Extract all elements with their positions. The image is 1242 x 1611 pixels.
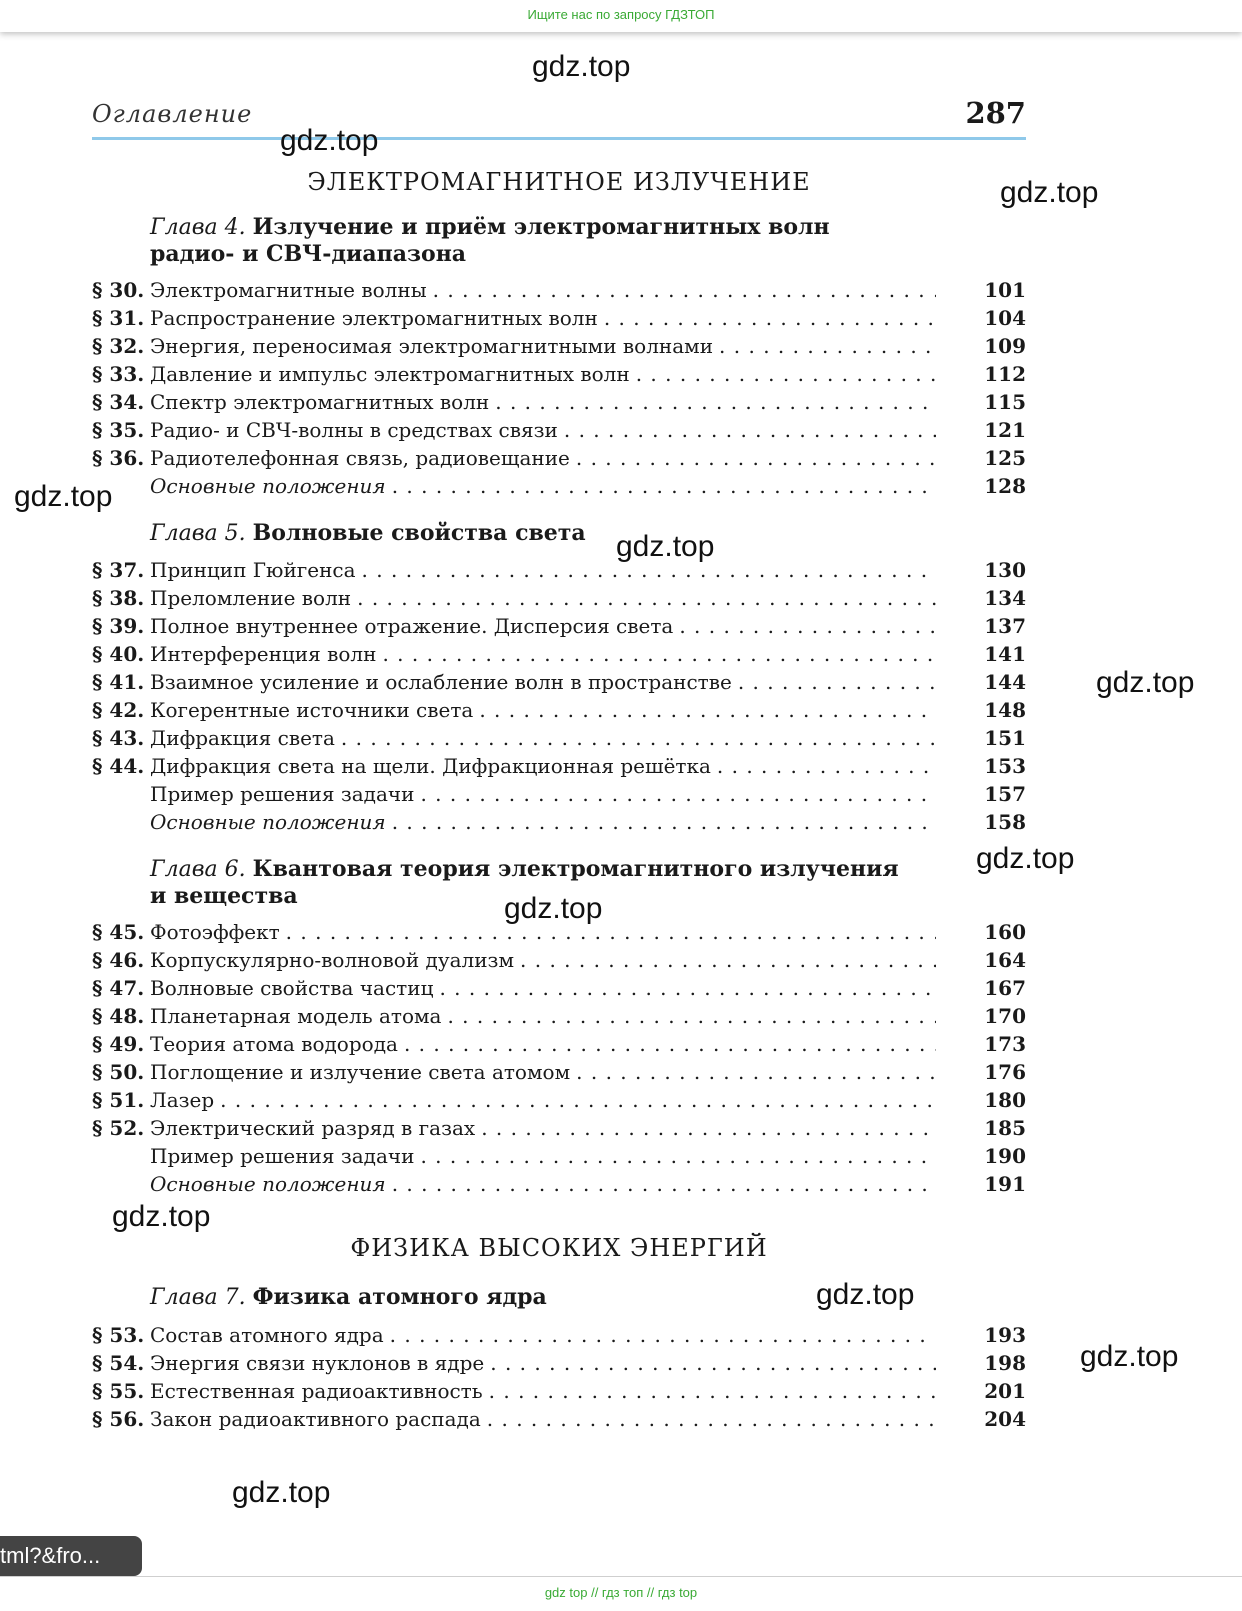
entry-page: 125 xyxy=(984,446,1026,470)
entry-title: Радио- и СВЧ-волны в средствах связи xyxy=(150,418,558,442)
entry-page: 153 xyxy=(984,754,1026,778)
entry-page: 164 xyxy=(984,948,1026,972)
watermark: gdz.top xyxy=(616,530,715,563)
watermark: gdz.top xyxy=(504,892,603,925)
paragraph-number: § 35. xyxy=(92,418,145,442)
entry-title: Принцип Гюйгенса xyxy=(150,558,356,582)
entry-page: 151 xyxy=(984,726,1026,750)
toc-entry[interactable] xyxy=(92,276,1026,304)
toc-entry[interactable] xyxy=(92,640,1026,668)
watermark: gdz.top xyxy=(232,1476,331,1509)
toc-entry[interactable] xyxy=(92,946,1026,974)
footer-text: gdz top // гдз топ // гдз top xyxy=(544,1585,698,1600)
toc-entry[interactable] xyxy=(92,360,1026,388)
entry-title: Распространение электромагнитных волн xyxy=(150,306,598,330)
entry-title: Интерференция волн xyxy=(150,642,377,666)
paragraph-number: § 33. xyxy=(92,362,145,386)
entry-page: 121 xyxy=(984,418,1026,442)
toc-entry[interactable] xyxy=(92,444,1026,472)
toc-entry[interactable] xyxy=(92,1058,1026,1086)
toc-entry-summary[interactable] xyxy=(92,472,1026,500)
entry-page: 157 xyxy=(984,782,1026,806)
watermark: gdz.top xyxy=(1096,666,1195,699)
entry-title: Естественная радиоактивность xyxy=(150,1379,483,1403)
entry-page: 137 xyxy=(984,614,1026,638)
entry-page: 101 xyxy=(984,278,1026,302)
toc-list xyxy=(92,276,1026,500)
toc-entry[interactable] xyxy=(92,332,1026,360)
watermark: gdz.top xyxy=(1000,176,1099,209)
chapter-title: Излучение и приём электромагнитных волн радио- и СВЧ-диапазона xyxy=(150,214,830,267)
toc-entry[interactable] xyxy=(92,974,1026,1002)
watermark: gdz.top xyxy=(816,1278,915,1311)
toc-entry-example[interactable] xyxy=(92,1142,1026,1170)
entry-title: Основные положения xyxy=(150,474,386,498)
entry-page: 185 xyxy=(984,1116,1026,1140)
entry-title: Состав атомного ядра xyxy=(150,1323,384,1347)
chapter-title: Квантовая теория электромагнитного излучения и вещества xyxy=(150,856,899,909)
toc-entry[interactable] xyxy=(92,1002,1026,1030)
entry-title: Дифракция света xyxy=(150,726,335,750)
entry-page: 201 xyxy=(984,1379,1026,1403)
entry-page: 115 xyxy=(984,390,1026,414)
entry-title: Корпускулярно-волновой дуализм xyxy=(150,948,515,972)
paragraph-number: § 30. xyxy=(92,278,145,302)
entry-title: Преломление волн xyxy=(150,586,352,610)
entry-title: Энергия связи нуклонов в ядре xyxy=(150,1351,485,1375)
entry-title: Теория атома водорода xyxy=(150,1032,398,1056)
entry-title: Взаимное усиление и ослабление волн в пространстве xyxy=(150,670,732,694)
url-text: tml?&fro... xyxy=(0,1543,101,1568)
chapter-number: Глава 4. xyxy=(150,215,246,240)
entry-page: 144 xyxy=(984,670,1026,694)
toc-entry[interactable] xyxy=(92,416,1026,444)
chapter-number: Глава 6. xyxy=(150,857,246,882)
entry-page: 190 xyxy=(984,1144,1026,1168)
watermark: gdz.top xyxy=(280,124,379,157)
entry-page: 104 xyxy=(984,306,1026,330)
entry-title: Поглощение и излучение света атомом xyxy=(150,1060,571,1084)
section-heading-he: ФИЗИКА ВЫСОКИХ ЭНЕРГИЙ xyxy=(350,1234,768,1262)
paragraph-number: § 42. xyxy=(92,698,145,722)
toc-entry[interactable] xyxy=(92,1321,1026,1349)
entry-title: Дифракция света на щели. Дифракционная решётка xyxy=(150,754,711,778)
toc-entry[interactable] xyxy=(92,696,1026,724)
paragraph-number: § 38. xyxy=(92,586,145,610)
paragraph-number: § 45. xyxy=(92,920,145,944)
entry-title: Лазер xyxy=(150,1088,215,1112)
entry-page: 191 xyxy=(984,1172,1026,1196)
header-rule xyxy=(92,137,1026,140)
entry-page: 130 xyxy=(984,558,1026,582)
entry-page: 128 xyxy=(984,474,1026,498)
paragraph-number: § 40. xyxy=(92,642,145,666)
entry-title: Когерентные источники света xyxy=(150,698,474,722)
entry-title: Основные положения xyxy=(150,1172,386,1196)
entry-page: 158 xyxy=(984,810,1026,834)
toc-entry-summary[interactable] xyxy=(92,1170,1026,1198)
toc-list xyxy=(92,556,1026,836)
entry-page: 170 xyxy=(984,1004,1026,1028)
paragraph-number: § 51. xyxy=(92,1088,145,1112)
paragraph-number: § 31. xyxy=(92,306,145,330)
toc-entry[interactable] xyxy=(92,1405,1026,1433)
entry-title: Фотоэффект xyxy=(150,920,280,944)
toc-entry[interactable] xyxy=(92,668,1026,696)
toc-entry[interactable] xyxy=(92,304,1026,332)
chapter-number: Глава 7. xyxy=(150,1285,246,1310)
paragraph-number: § 36. xyxy=(92,446,145,470)
paragraph-number: § 32. xyxy=(92,334,145,358)
toc-list xyxy=(92,1321,1026,1433)
entry-title: Полное внутреннее отражение. Дисперсия света xyxy=(150,614,674,638)
page-title: Оглавление xyxy=(92,100,253,128)
paragraph-number: § 54. xyxy=(92,1351,145,1375)
toc-entry[interactable] xyxy=(92,1349,1026,1377)
toc-entry[interactable] xyxy=(92,1086,1026,1114)
top-banner-text: Ищите нас по запросу ГДЗТОП xyxy=(527,7,715,22)
toc-entry-example[interactable] xyxy=(92,780,1026,808)
paragraph-number: § 48. xyxy=(92,1004,145,1028)
watermark: gdz.top xyxy=(976,842,1075,875)
entry-title: Пример решения задачи xyxy=(150,782,415,806)
entry-title: Энергия, переносимая электромагнитными волнами xyxy=(150,334,714,358)
paragraph-number: § 50. xyxy=(92,1060,145,1084)
entry-page: 112 xyxy=(984,362,1026,386)
paragraph-number: § 41. xyxy=(92,670,145,694)
chapter-heading xyxy=(150,214,910,268)
top-banner xyxy=(0,0,1242,32)
entry-page: 204 xyxy=(984,1407,1026,1431)
paragraph-number: § 52. xyxy=(92,1116,145,1140)
entry-title: Электромагнитные волны xyxy=(150,278,427,302)
entry-title: Давление и импульс электромагнитных волн xyxy=(150,362,630,386)
watermark: gdz.top xyxy=(532,50,631,83)
entry-title: Волновые свойства частиц xyxy=(150,976,434,1000)
toc-list xyxy=(92,918,1026,1198)
paragraph-number: § 43. xyxy=(92,726,145,750)
toc-entry[interactable] xyxy=(92,752,1026,780)
toc-entry[interactable] xyxy=(92,1030,1026,1058)
chapter-heading xyxy=(150,520,910,547)
entry-page: 198 xyxy=(984,1351,1026,1375)
entry-page: 109 xyxy=(984,334,1026,358)
paragraph-number: § 49. xyxy=(92,1032,145,1056)
page-header xyxy=(92,96,1026,140)
entry-title: Спектр электромагнитных волн xyxy=(150,390,490,414)
entry-page: 193 xyxy=(984,1323,1026,1347)
entry-page: 148 xyxy=(984,698,1026,722)
paragraph-number: § 46. xyxy=(92,948,145,972)
toc-entry[interactable] xyxy=(92,612,1026,640)
entry-page: 141 xyxy=(984,642,1026,666)
footer-bar xyxy=(0,1576,1242,1611)
paragraph-number: § 53. xyxy=(92,1323,145,1347)
watermark: gdz.top xyxy=(1080,1340,1179,1373)
paragraph-number: § 34. xyxy=(92,390,145,414)
entry-page: 160 xyxy=(984,920,1026,944)
paragraph-number: § 55. xyxy=(92,1379,145,1403)
paragraph-number: § 44. xyxy=(92,754,145,778)
toc-entry[interactable] xyxy=(92,556,1026,584)
page-number: 287 xyxy=(965,96,1026,130)
toc-entry[interactable] xyxy=(92,1114,1026,1142)
watermark: gdz.top xyxy=(112,1200,211,1233)
toc-entry[interactable] xyxy=(92,388,1026,416)
entry-page: 167 xyxy=(984,976,1026,1000)
entry-title: Электрический разряд в газах xyxy=(150,1116,476,1140)
paragraph-number: § 37. xyxy=(92,558,145,582)
chapter-number: Глава 5. xyxy=(150,521,246,546)
entry-title: Радиотелефонная связь, радиовещание xyxy=(150,446,570,470)
toc-entry-summary[interactable] xyxy=(92,808,1026,836)
paragraph-number: § 56. xyxy=(92,1407,145,1431)
paragraph-number: § 39. xyxy=(92,614,145,638)
entry-title: Пример решения задачи xyxy=(150,1144,415,1168)
entry-title: Закон радиоактивного распада xyxy=(150,1407,481,1431)
section-heading-em: ЭЛЕКТРОМАГНИТНОЕ ИЗЛУЧЕНИЕ xyxy=(307,168,811,196)
entry-page: 173 xyxy=(984,1032,1026,1056)
paragraph-number: § 47. xyxy=(92,976,145,1000)
entry-title: Планетарная модель атома xyxy=(150,1004,442,1028)
toc-entry[interactable] xyxy=(92,724,1026,752)
url-snippet[interactable] xyxy=(0,1536,142,1576)
watermark: gdz.top xyxy=(14,480,113,513)
entry-page: 176 xyxy=(984,1060,1026,1084)
chapter-heading xyxy=(150,1284,910,1311)
chapter-title: Физика атомного ядра xyxy=(252,1284,547,1310)
toc-entry[interactable] xyxy=(92,584,1026,612)
entry-page: 134 xyxy=(984,586,1026,610)
chapter-title: Волновые свойства света xyxy=(252,520,586,546)
entry-title: Основные положения xyxy=(150,810,386,834)
toc-entry[interactable] xyxy=(92,1377,1026,1405)
entry-page: 180 xyxy=(984,1088,1026,1112)
